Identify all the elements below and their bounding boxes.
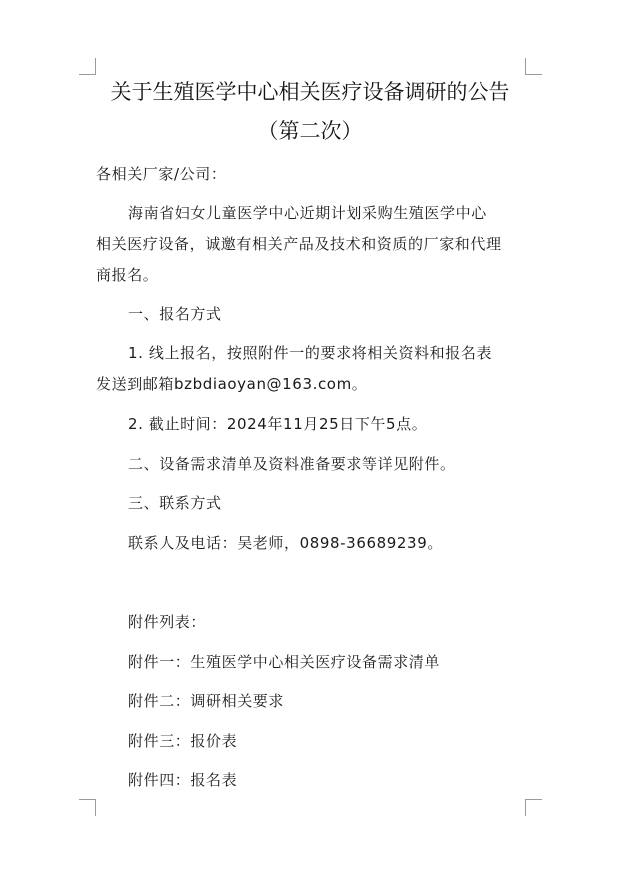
attachment-item: 附件四：报名表 <box>128 771 238 789</box>
item1-line-1: 1. 线上报名，按照附件一的要求将相关资料和报名表 <box>128 344 493 362</box>
crop-mark-top-left <box>79 58 96 75</box>
document-subtitle: （第二次） <box>257 119 363 143</box>
attachment-item: 附件一：生殖医学中心相关医疗设备需求清单 <box>128 653 441 671</box>
attachment-item: 附件二：调研相关要求 <box>128 692 285 710</box>
document-title: 关于生殖医学中心相关医疗设备调研的公告 <box>110 80 510 104</box>
intro-line-3: 商报名。 <box>96 266 159 284</box>
section3-heading: 三、联系方式 <box>128 494 222 512</box>
item1-line-2: 发送到邮箱bzbdiaoyan@163.com。 <box>96 375 368 393</box>
crop-mark-bottom-left <box>79 799 96 816</box>
salutation: 各相关厂家/公司： <box>96 165 227 183</box>
attachment-item: 附件三：报价表 <box>128 732 238 750</box>
intro-line-2: 相关医疗设备，诚邀有相关产品及技术和资质的厂家和代理 <box>96 235 502 253</box>
section1-heading: 一、报名方式 <box>128 305 222 323</box>
crop-mark-bottom-right <box>525 799 542 816</box>
item2: 2. 截止时间：2024年11月25日下午5点。 <box>128 415 428 433</box>
crop-mark-top-right <box>525 58 542 75</box>
intro-line-1: 海南省妇女儿童医学中心近期计划采购生殖医学中心 <box>128 204 487 222</box>
attachments-heading: 附件列表： <box>128 613 207 631</box>
contact-info: 联系人及电话：吴老师，0898-36689239。 <box>128 534 443 552</box>
section2: 二、设备需求清单及资料准备要求等详见附件。 <box>128 455 456 473</box>
